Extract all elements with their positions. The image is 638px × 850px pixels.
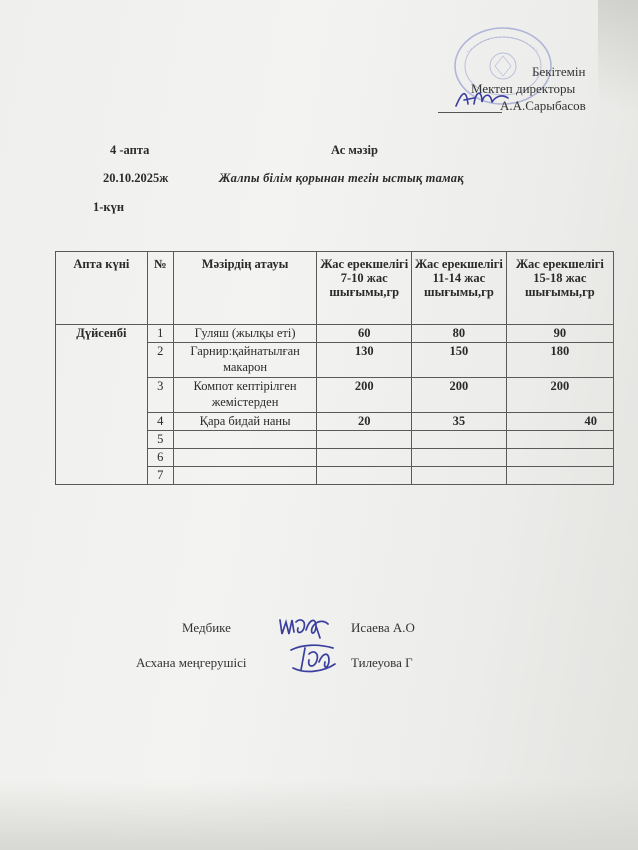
approval-line-3: А.А.Сарыбасов — [500, 98, 586, 113]
portion-11-14 — [412, 449, 507, 467]
day-number-label: 1-күн — [93, 200, 125, 214]
portion-15-18: 200 — [506, 378, 613, 413]
dish-name: Гарнир:қайнатылған макарон — [173, 343, 317, 378]
canteen-manager-name: Тилеуова Г — [351, 655, 413, 670]
portion-15-18 — [506, 431, 613, 449]
signature-underline — [438, 112, 502, 113]
column-header-day: Апта күні — [56, 252, 148, 325]
page-bottom-shadow — [0, 780, 638, 850]
dish-name: Компот кептірілген жемістерден — [173, 378, 317, 413]
row-number: 4 — [147, 413, 173, 431]
portion-11-14 — [412, 431, 507, 449]
page-corner-shadow — [598, 0, 638, 180]
portion-15-18 — [506, 467, 613, 485]
table-header-row — [56, 252, 614, 325]
date-label: 20.10.2025ж — [103, 171, 169, 185]
canteen-manager-role-label: Асхана меңгерушісі — [136, 655, 247, 670]
week-label: 4 -апта — [110, 143, 150, 157]
column-header-dish: Мәзірдің атауы — [173, 252, 317, 325]
row-number: 5 — [147, 431, 173, 449]
canteen-manager-signature-icon — [283, 640, 339, 678]
portion-11-14: 35 — [412, 413, 507, 431]
row-number: 6 — [147, 449, 173, 467]
dish-name — [173, 467, 317, 485]
dish-name: Қара бидай наны — [173, 413, 317, 431]
portion-7-10 — [317, 431, 412, 449]
portion-7-10: 130 — [317, 343, 412, 378]
column-header-age-11-14: Жас ерекшелігі 11-14 жас шығымы,гр — [412, 252, 507, 325]
portion-7-10 — [317, 467, 412, 485]
portion-15-18: 40 — [506, 413, 613, 431]
row-number: 2 — [147, 343, 173, 378]
portion-7-10: 60 — [317, 325, 412, 343]
menu-subtitle: Жалпы білім қорынан тегін ыстық тамақ — [219, 171, 464, 185]
portion-11-14: 200 — [412, 378, 507, 413]
column-header-number: № — [147, 252, 173, 325]
portion-7-10: 200 — [317, 378, 412, 413]
approval-line-2: Мектеп директоры — [471, 81, 576, 96]
nurse-role-label: Медбике — [182, 620, 231, 635]
menu-title: Ас мәзір — [331, 143, 378, 157]
portion-11-14: 150 — [412, 343, 507, 378]
menu-table — [55, 251, 614, 485]
dish-name — [173, 449, 317, 467]
row-number: 1 — [147, 325, 173, 343]
portion-7-10: 20 — [317, 413, 412, 431]
portion-11-14: 80 — [412, 325, 507, 343]
portion-11-14 — [412, 467, 507, 485]
approval-line-1: Бекітемін — [532, 64, 586, 79]
director-signature-icon — [452, 84, 512, 112]
nurse-signature-icon — [276, 610, 332, 642]
dish-name — [173, 431, 317, 449]
day-cell: Дүйсенбі — [56, 325, 148, 485]
portion-15-18: 90 — [506, 325, 613, 343]
portion-15-18 — [506, 449, 613, 467]
dish-name: Гуляш (жылқы еті) — [173, 325, 317, 343]
column-header-age-7-10: Жас ерекшелігі 7-10 жас шығымы,гр — [317, 252, 412, 325]
row-number: 3 — [147, 378, 173, 413]
table-row — [56, 325, 614, 343]
row-number: 7 — [147, 467, 173, 485]
column-header-age-15-18: Жас ерекшелігі 15-18 жас шығымы,гр — [506, 252, 613, 325]
portion-7-10 — [317, 449, 412, 467]
nurse-name: Исаева А.О — [351, 620, 415, 635]
portion-15-18: 180 — [506, 343, 613, 378]
